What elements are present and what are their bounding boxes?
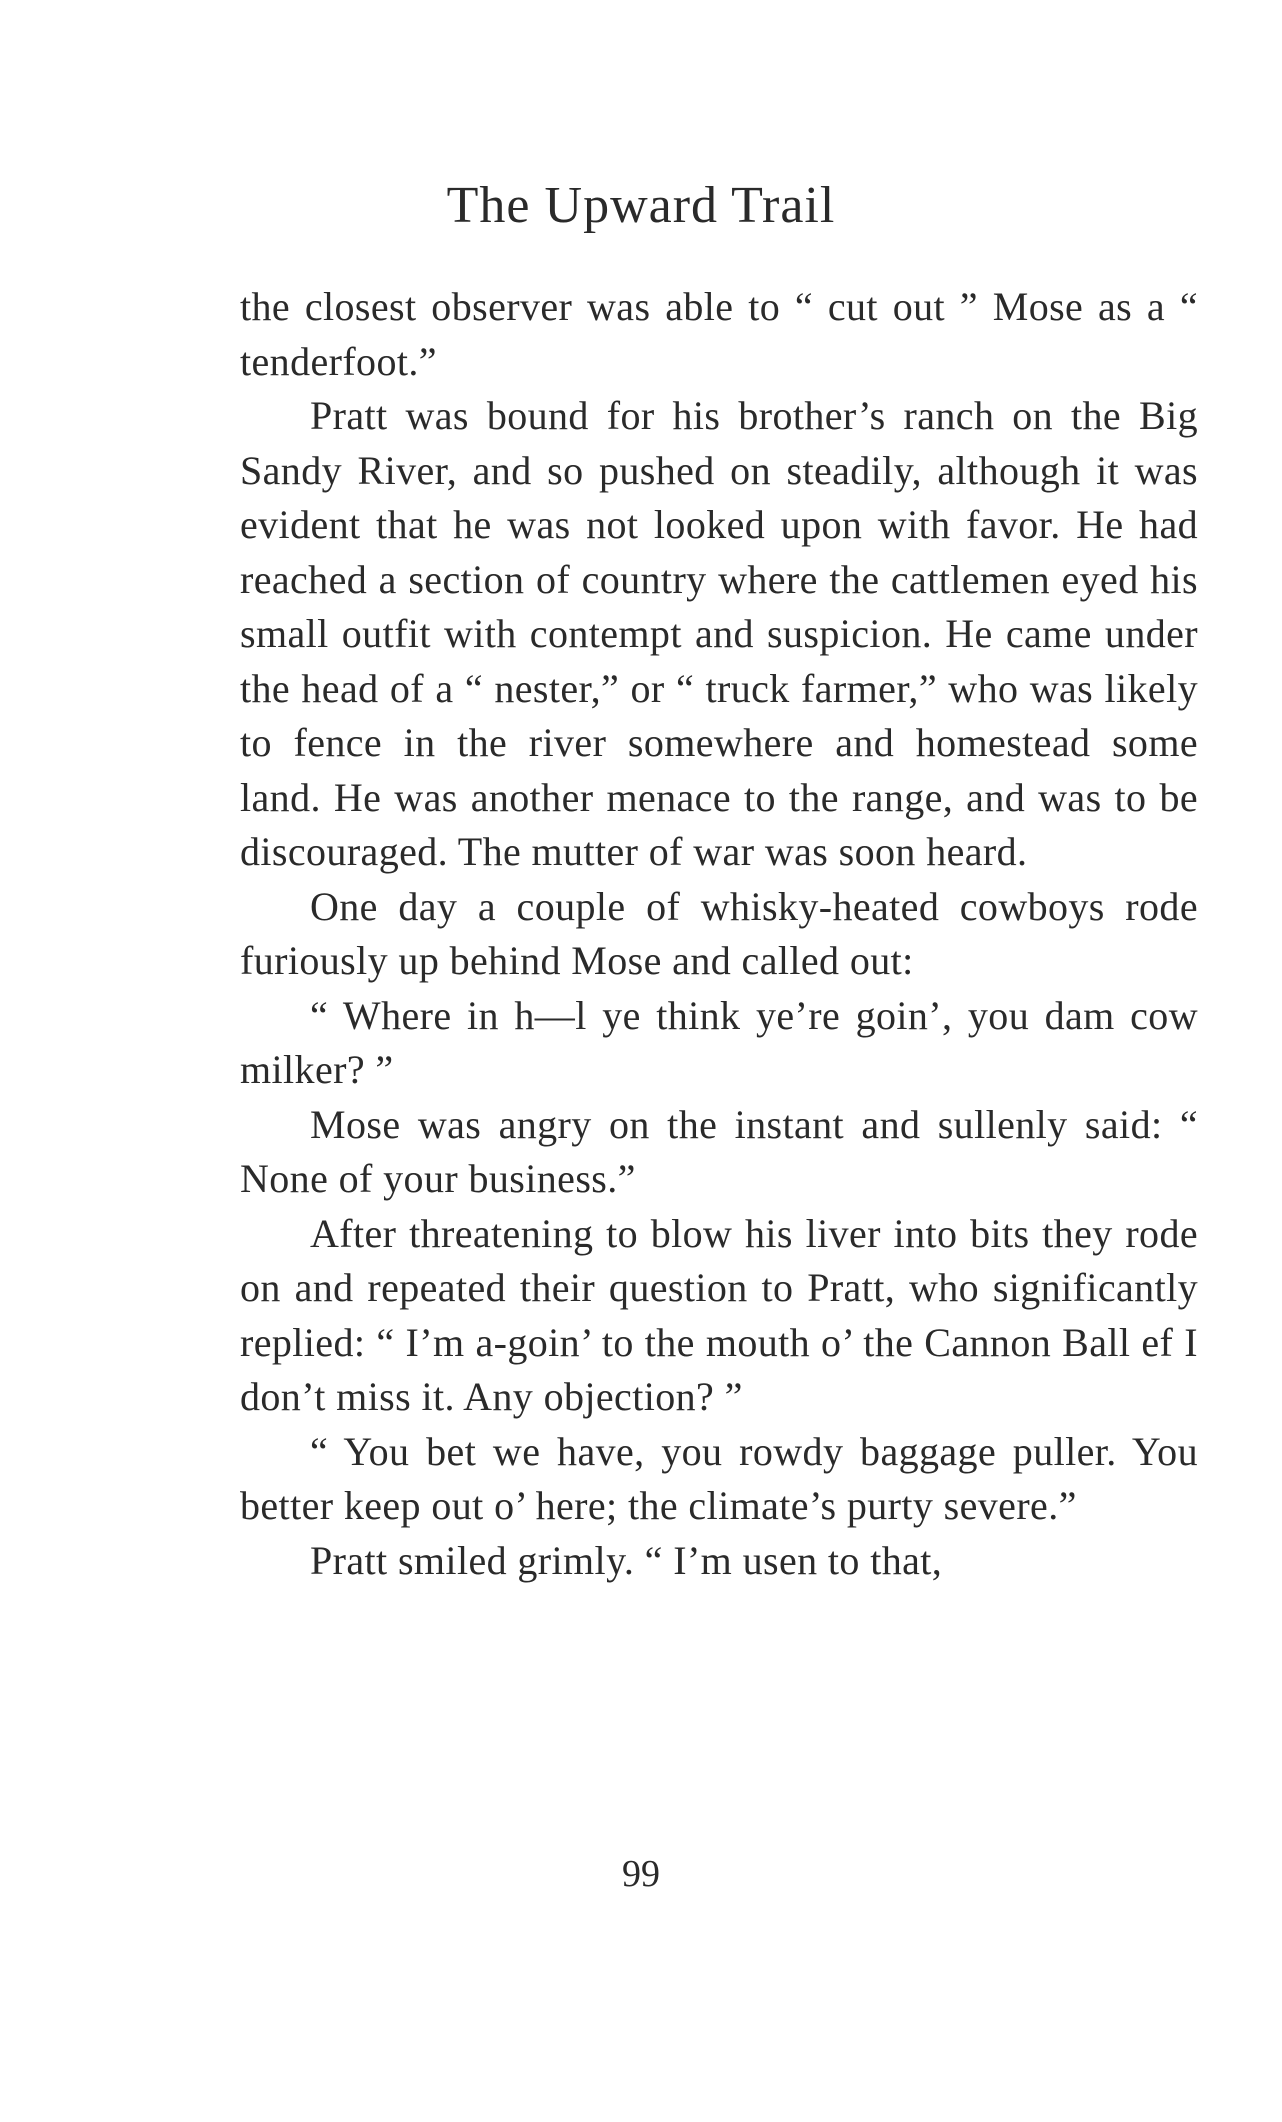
- paragraph: Mose was angry on the instant and sullenly said: “ None of your business.”: [240, 1101, 1198, 1201]
- page-number: 99: [622, 1853, 660, 1895]
- body-text: [240, 280, 1198, 1588]
- running-head-title: The Upward Trail: [446, 177, 836, 234]
- paragraph: “ You bet we have, you rowdy baggage puller. You better keep out o’ here; the climate’s purty severe.”: [240, 1428, 1198, 1528]
- paragraph: After threatening to blow his liver into bits they rode on and repeated their question to Pratt, who significantly replied: “ I’m a-goin’ to the mouth o’ the Cannon Ball ef I don’t miss it. Any objection? ”: [240, 1210, 1198, 1419]
- paragraph: Pratt was bound for his brother’s ranch on the Big Sandy River, and so pushed on steadily, although it was evident that he was not looked upon with favor. He had reached a section of country where the cattlemen eyed his small outfit with contempt and suspicion. He came under the head of a “ nester,” or “ truck farmer,” who was likely to fence in the river somewhere and homestead some land. He was another menace to the range, and was to be discouraged. The mutter of war was soon heard.: [240, 393, 1198, 874]
- paragraph: Pratt smiled grimly. “ I’m usen to that,: [310, 1537, 943, 1583]
- paragraph: the closest observer was able to “ cut out ” Mose as a “ tenderfoot.”: [240, 284, 1198, 384]
- paragraph: One day a couple of whisky-heated cowboys rode furiously up behind Mose and called out:: [240, 883, 1198, 983]
- paragraph: “ Where in h—l ye think ye’re goin’, you dam cow milker? ”: [240, 992, 1198, 1092]
